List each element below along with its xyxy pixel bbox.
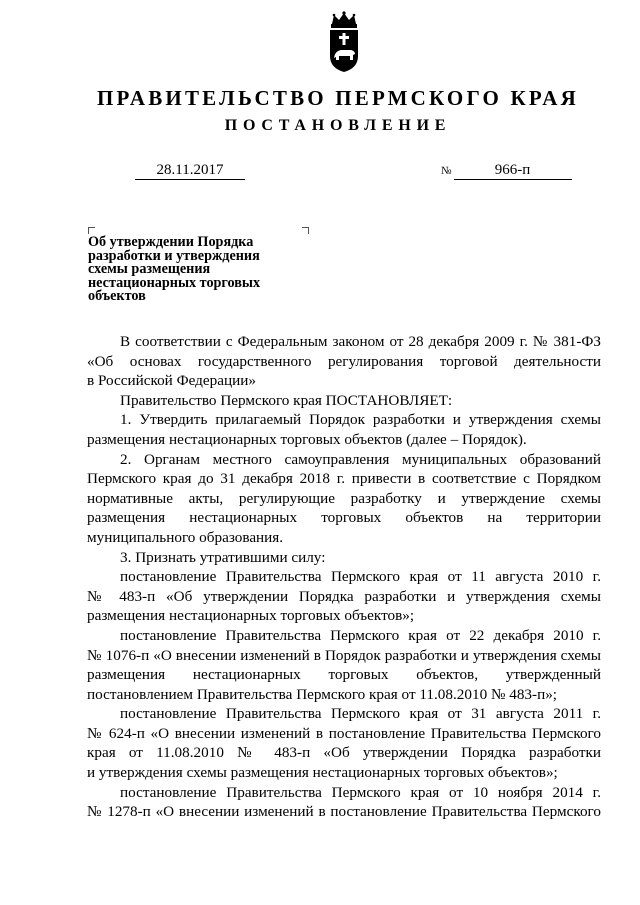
document-body [87, 332, 601, 822]
subject-line: нестационарных торговых [88, 274, 261, 291]
number-value: 966-п [454, 161, 572, 180]
subject-line: объектов [88, 288, 146, 304]
body-line: 3. Признать утратившими силу: [120, 548, 326, 566]
body-line: постановление Правительства Пермского края от 10 ноября 2014 г. [120, 783, 601, 801]
document-type: ПОСТАНОВЛЕНИЕ [224, 117, 452, 134]
body-line: постановлением Правительства Пермского края от 11.08.2010 № 483-п»; [87, 685, 558, 703]
body-line: размещения нестационарных торговых объектов на территории [87, 509, 601, 527]
body-line: № 624-п «О внесении изменений в постановление Правительства Пермского [87, 724, 601, 742]
document-number [441, 161, 572, 180]
subject-corner-right [302, 227, 309, 234]
document-date: 28.11.2017 [135, 161, 245, 180]
subject-corner-left [88, 227, 95, 234]
body-line: постановление Правительства Пермского края от 31 августа 2011 г. [120, 705, 601, 723]
body-line: Пермского края до 31 декабря 2018 г. привести в соответствие с Порядком [87, 470, 601, 488]
body-line: края от 11.08.2010 № 483-п «Об утверждении Порядка разработки [87, 744, 601, 762]
government-title: ПРАВИТЕЛЬСТВО ПЕРМСКОГО КРАЯ [96, 86, 579, 110]
body-line: № 483-п «Об утверждении Порядка разработки и утверждения схемы [87, 587, 601, 605]
perm-krai-coat-of-arms-icon [322, 10, 366, 74]
body-line: размещения нестационарных торговых объектов, утвержденный [87, 666, 601, 684]
body-line: муниципального образования. [87, 528, 284, 546]
body-line: № 1278-п «О внесении изменений в постановление Правительства Пермского [87, 803, 601, 821]
body-line: 2. Органам местного самоуправления муниципальных образований [120, 450, 601, 468]
body-line: № 1076-п «О внесении изменений в Порядок разработки и утверждения схемы [87, 646, 601, 664]
number-sign: № [441, 165, 452, 177]
body-line: «Об основах государственного регулирования торговой деятельности [87, 352, 601, 370]
subject-line: схемы размещения [88, 261, 211, 277]
body-line: Правительство Пермского края ПОСТАНОВЛЯЕТ: [120, 391, 453, 409]
subject-line: разработки и утверждения [88, 247, 260, 264]
subject-line: Об утверждении Порядка [88, 234, 254, 250]
subject-heading [88, 236, 303, 304]
body-line: в Российской Федерации» [87, 372, 256, 390]
body-line: постановление Правительства Пермского края от 22 декабря 2010 г. [120, 626, 601, 644]
body-line: В соответствии с Федеральным законом от 28 декабря 2009 г. № 381-ФЗ [120, 333, 601, 350]
body-line: 1. Утвердить прилагаемый Порядок разработки и утверждения схемы [120, 411, 601, 429]
body-line: и утверждения схемы размещения нестационарных торговых объектов»; [87, 764, 558, 782]
body-line: размещения нестационарных торговых объектов (далее – Порядок). [87, 430, 527, 448]
body-line: постановление Правительства Пермского края от 11 августа 2010 г. [120, 568, 601, 586]
body-line: размещения нестационарных торговых объектов»; [87, 607, 415, 625]
body-line: нормативные акты, регулирующие разработку и утверждение схемы [87, 489, 601, 507]
